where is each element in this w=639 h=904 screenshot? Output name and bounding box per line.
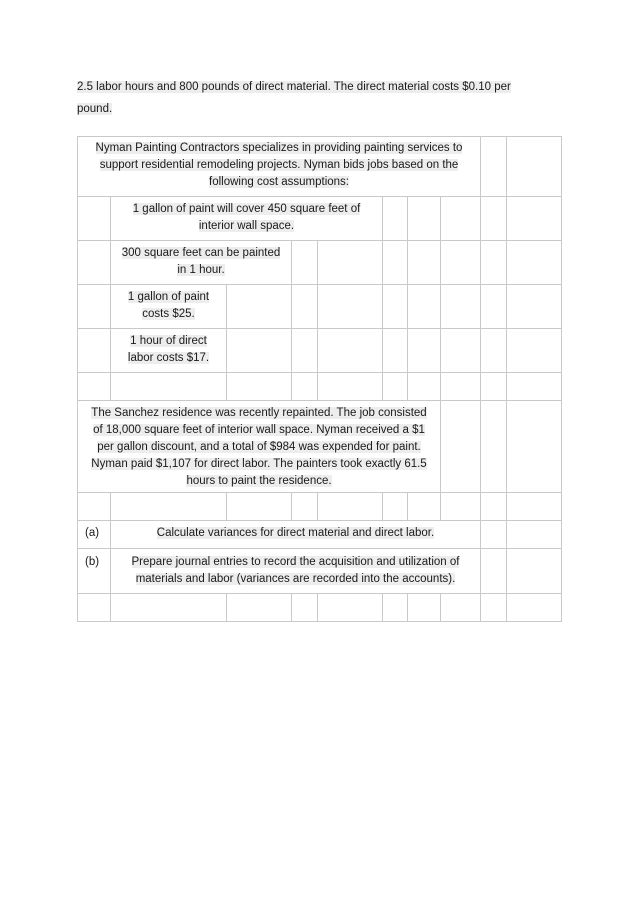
requirement-b-label: (b) <box>85 556 100 568</box>
scenario-description: The Sanchez residence was recently repainted. The job consisted of 18,000 square feet of interior wall space. Nyman received a $1 per gallon discount, and a total of $984 was expended for paint. Nyman paid $1,107 for direct labor. The painters took exactly 61.5 hours to paint the residence. <box>91 407 427 487</box>
intro-line-1: 2.5 labor hours and 800 pounds of direct material. The direct material costs $0.10 per <box>77 81 511 93</box>
assumption-labor-cost: 1 hour of direct labor costs $17. <box>127 335 210 364</box>
requirement-a-text: Calculate variances for direct material and direct labor. <box>156 527 435 539</box>
requirement-b-text: Prepare journal entries to record the acquisition and utilization of materials and labor (variances are recorded into the accounts). <box>131 556 460 585</box>
requirement-a-label: (a) <box>85 527 100 539</box>
assumption-paint-cost: 1 gallon of paint costs $25. <box>127 291 210 320</box>
assumption-paint-rate: 300 square feet can be painted in 1 hour. <box>121 247 281 276</box>
intro-line-2: pound. <box>77 103 113 115</box>
assumption-paint-coverage: 1 gallon of paint will cover 450 square feet of interior wall space. <box>132 203 361 232</box>
problem-description: Nyman Painting Contractors specializes in providing painting services to support residential remodeling projects. Nyman bids jobs based on the following cost assumptions: <box>95 142 463 188</box>
